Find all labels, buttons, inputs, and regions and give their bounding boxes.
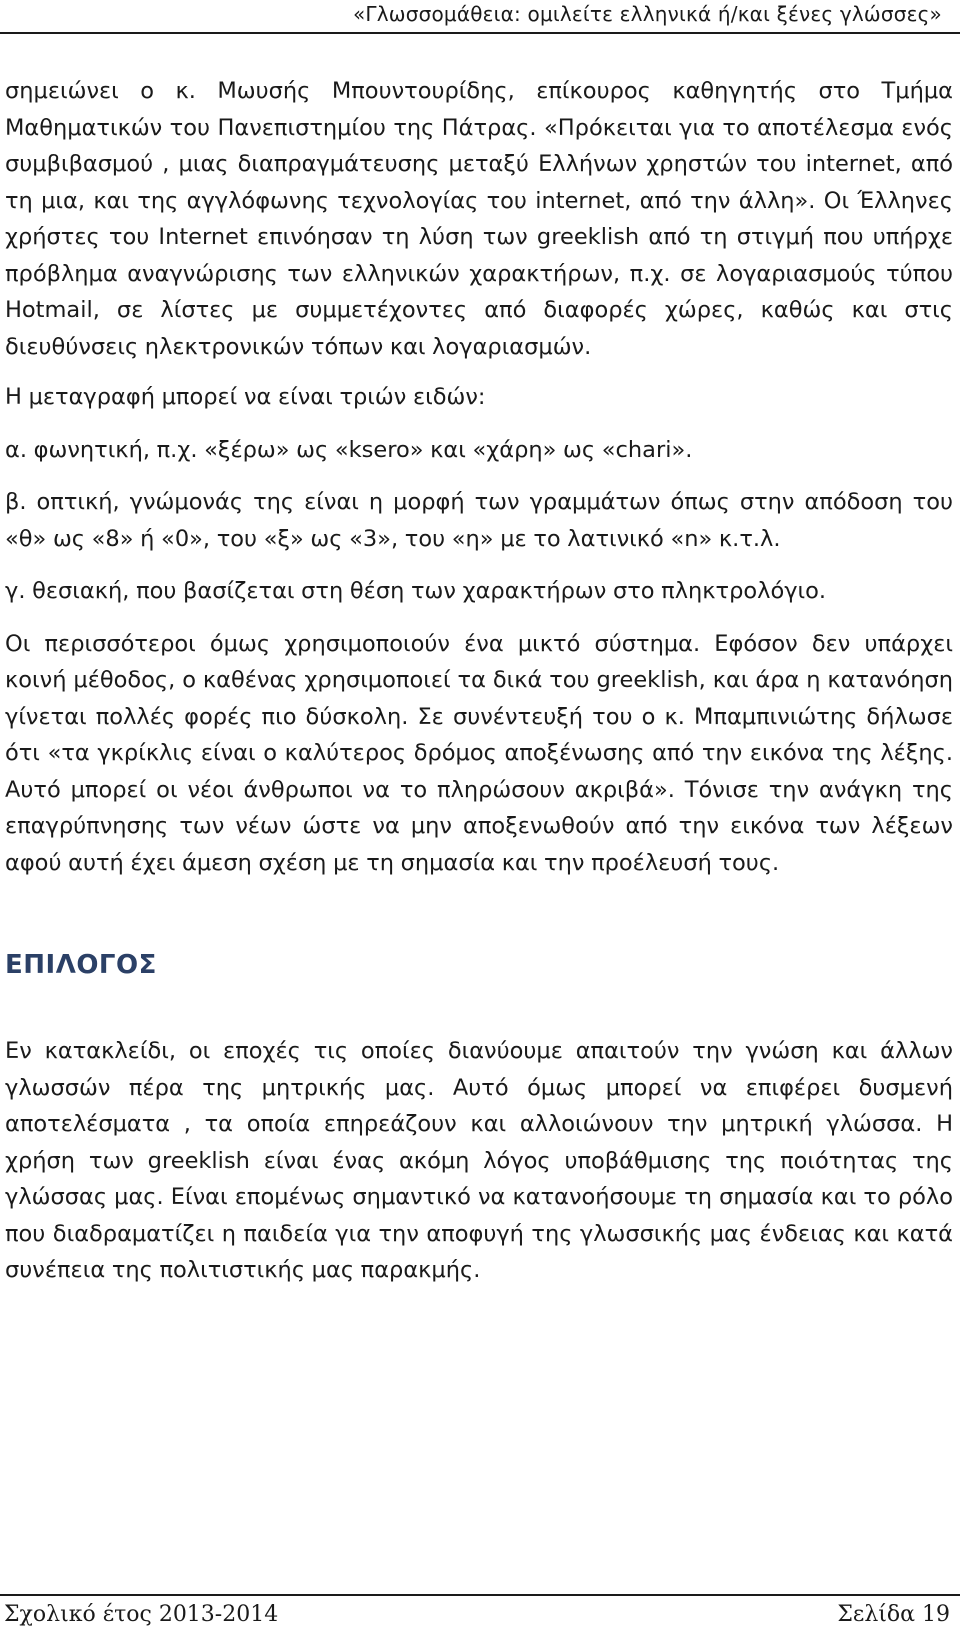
running-header-title: «Γλωσσομάθεια: ομιλείτε ελληνικά ή/και ξένες γλώσσες» xyxy=(352,2,942,26)
epilogue-paragraph: Εν κατακλείδι, οι εποχές τις οποίες διανύουμε απαιτούν την γνώση και άλλων γλωσσών πέρα της μητρικής μας. Αυτό όμως μπορεί να επιφέρει δυσμενή αποτελέσματα , τα οποία επηρεάζουν και αλλοιώνουν την μητρική γλώσσα. Η χρήση των greeklish είναι ένας ακόμη λόγος υποβάθμισης της ποιότητας της γλώσσας μας. Είναι επομένως σημαντικό να κατανοήσουμε τη σημασία και το ρόλο που διαδραματίζει η παιδεία για την αποφυγή της γλωσσικής μας ένδειας και κατά συνέπεια της πολιτιστικής μας παρακμής. xyxy=(5,1038,953,1283)
page-header xyxy=(0,0,960,34)
page-footer xyxy=(0,1594,960,1631)
body-paragraph-3: α. φωνητική, π.χ. «ξέρω» ως «ksero» και «χάρη» ως «chari». xyxy=(5,436,693,463)
footer-school-year: Σχολικό έτος 2013-2014 xyxy=(4,1602,279,1627)
body-paragraph-4: β. οπτική, γνώμονάς της είναι η μορφή των γραμμάτων όπως στην απόδοση του «θ» ως «8» ή «0», του «ξ» ως «3», του «η» με το λατινικό «n» κ.τ.λ. xyxy=(5,489,953,552)
body-paragraph-1: σημειώνει ο κ. Μωυσής Μπουντουρίδης, επίκουρος καθηγητής στο Τμήμα Μαθηματικών του Πανεπιστημίου της Πάτρας. «Πρόκειται για το αποτέλεσμα ενός συμβιβασμού , μιας διαπραγμάτευσης μεταξύ Ελλήνων χρηστών του internet, από τη μια, και της αγγλόφωνης τεχνολογίας του internet, από την άλλη». Οι Έλληνες χρήστες του Internet επινόησαν τη λύση των greeklish από τη στιγμή που υπήρχε πρόβλημα αναγνώρισης των ελληνικών χαρακτήρων, π.χ. σε λογαριασμούς τύπου Hotmail, σε λίστες με συμμετέχοντες από διαφορές χώρες, καθώς και στις διευθύνσεις ηλεκτρονικών τόπων και λογαριασμών. xyxy=(5,78,953,360)
body-paragraph-6: Οι περισσότεροι όμως χρησιμοποιούν ένα μικτό σύστημα. Εφόσον δεν υπάρχει κοινή μέθοδος, ο καθένας χρησιμοποιεί τα δικά του greeklish, και άρα η κατανόηση γίνεται πολλές φορές πιο δύσκολη. Σε συνέντευξή του ο κ. Μπαμπινιώτης δήλωσε ότι «τα γκρίκλις είναι ο καλύτερος δρόμος αποξένωσης από την εικόνα της λέξης. Αυτό μπορεί οι νέοι άνθρωποι να το πληρώσουν ακριβά». Τόνισε την ανάγκη της επαγρύπνησης των νέων ώστε να μην αποξενωθούν από την εικόνα των λέξεων αφού αυτή έχει άμεση σχέση με τη σημασία και την προέλευσή τους. xyxy=(5,630,953,876)
body-paragraph-2: Η μεταγραφή μπορεί να είναι τριών ειδών: xyxy=(5,384,486,410)
body-paragraph-5: γ. θεσιακή, που βασίζεται στη θέση των χαρακτήρων στο πληκτρολόγιο. xyxy=(5,578,827,604)
page-body xyxy=(5,73,953,1289)
footer-page-number: Σελίδα 19 xyxy=(837,1602,950,1627)
epilogue-heading: ΕΠΙΛΟΓΟΣ xyxy=(5,950,157,980)
